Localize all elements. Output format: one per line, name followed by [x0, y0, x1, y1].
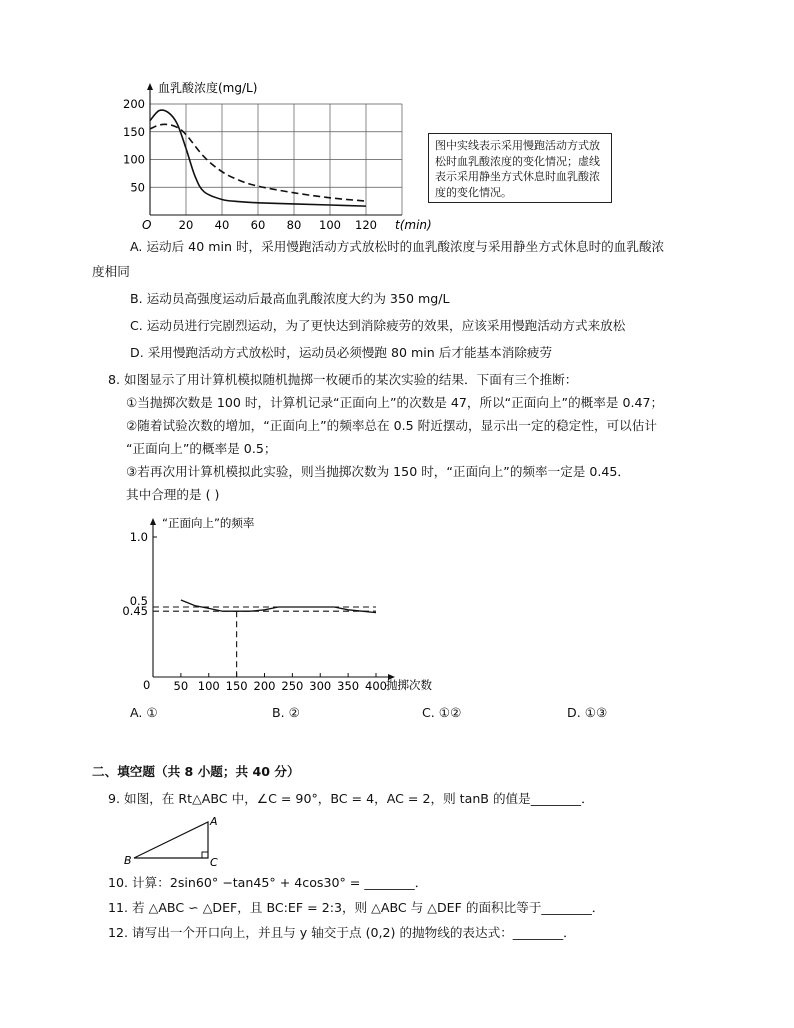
lactate-x-tick-label: 20 [178, 218, 194, 232]
lactate-y-tick-label: 50 [130, 180, 145, 195]
frequency-y-tick-label: 0.45 [122, 604, 148, 619]
lactate-x-tick-label: 120 [355, 218, 377, 232]
q8-option-c: C. ①② [422, 705, 462, 720]
frequency-reference-lines [153, 607, 376, 677]
lactate-x-tick-label: 40 [214, 218, 230, 232]
frequency-x-tick-label: 350 [337, 679, 360, 693]
q8-option-b: B. ② [272, 705, 300, 720]
q8-option-d: D. ①③ [567, 705, 608, 720]
frequency-x-axis-label: 抛掷次数 [386, 678, 432, 692]
lactate-axes [147, 83, 402, 215]
vertex-label-c: C [210, 856, 218, 868]
lactate-chart [0, 0, 794, 240]
lactate-y-axis-label: 血乳酸浓度(mg/L) [158, 81, 258, 95]
triangle-abc [134, 822, 208, 858]
frequency-y-arrow [150, 518, 156, 525]
right-angle-mark [202, 852, 208, 858]
q7-option-c: C. 运动员进行完剧烈运动，为了更快达到消除疲劳的效果，应该采用慢跑活动方式来放松 [130, 318, 626, 333]
q8-statement-2b: “正面向上”的概率是 0.5； [126, 441, 277, 456]
lactate-x-axis-label: t(min) [395, 218, 432, 232]
frequency-x-tick-label: 400 [365, 679, 387, 693]
frequency-y-tick-label: 0.5 [129, 594, 148, 608]
q9-text: 9. 如图，在 Rt△ABC 中，∠C = 90°，BC = 4，AC = 2，则 tanB 的值是________． [108, 791, 594, 806]
lactate-x-tick-label: 60 [250, 218, 266, 232]
right-triangle-figure [120, 812, 230, 868]
frequency-x-tick-label: 300 [309, 679, 332, 693]
frequency-x-tick-label: 50 [173, 679, 189, 693]
q8-stem: 8. 如图显示了用计算机模拟随机抛掷一枚硬币的某次实验的结果．下面有三个推断： [108, 372, 578, 387]
frequency-x-tick-label: 200 [253, 679, 276, 693]
q8-statement-3: ③若再次用计算机模拟此实验，则当抛掷次数为 150 时，“正面向上”的频率一定是 0.45． [126, 464, 631, 479]
q7-option-a-line2: 度相同 [92, 264, 130, 279]
lactate-y-arrow [147, 83, 153, 90]
frequency-y-tick-label: 1.0 [129, 530, 148, 544]
lactate-y-tick-label: 100 [123, 152, 145, 167]
lactate-x-tick-label: 100 [319, 218, 341, 232]
q10-text: 10. 计算：2sin60° −tan45° + 4cos30° = ________． [108, 875, 428, 890]
lactate-x-tick-label: 80 [286, 218, 302, 232]
lactate-grid [150, 104, 402, 215]
q8-statement-1: ①当抛掷次数是 100 时，计算机记录“正面向上”的次数是 47，所以“正面向上”的概率是 0.47； [126, 395, 664, 410]
q7-option-a-line1: A. 运动后 40 min 时，采用慢跑活动方式放松时的血乳酸浓度与采用静坐方式休息时的血乳酸浓 [130, 239, 665, 254]
q8-option-a: A. ① [130, 705, 158, 720]
lactate-tick-labels [123, 97, 377, 232]
coin-frequency-chart [0, 505, 794, 700]
frequency-y-axis-label: “正面向上”的频率 [162, 516, 255, 530]
lactate-legend-note: 图中实线表示采用慢跑活动方式放松时血乳酸浓度的变化情况；虚线表示采用静坐方式休息时血乳酸浓度的变化情况。 [428, 133, 612, 203]
q12-text: 12. 请写出一个开口向上，并且与 y 轴交于点 (0,2) 的抛物线的表达式：________． [108, 925, 576, 940]
frequency-x-tick-label: 100 [197, 679, 220, 693]
frequency-origin-label: 0 [143, 678, 151, 692]
lactate-y-tick-label: 200 [123, 97, 145, 111]
q8-question: 其中合理的是 ( ) [126, 487, 220, 502]
q7-option-d: D. 采用慢跑活动方式放松时，运动员必须慢跑 80 min 后才能基本消除疲劳 [130, 345, 553, 360]
q7-option-b: B. 运动员高强度运动后最高血乳酸浓度大约为 350 mg/L [130, 291, 450, 306]
q8-statement-2a: ②随着试验次数的增加，“正面向上”的频率总在 0.5 附近摆动，显示出一定的稳定性，可以估计 [126, 418, 657, 433]
lactate-y-tick-label: 150 [123, 124, 145, 139]
frequency-axes [150, 518, 395, 680]
frequency-x-tick-label: 250 [281, 679, 304, 693]
frequency-x-tick-label: 150 [225, 679, 248, 693]
q11-text: 11. 若 △ABC ∽ △DEF，且 BC:EF = 2:3，则 △ABC 与 △DEF 的面积比等于________． [108, 900, 605, 915]
vertex-label-b: B [124, 854, 132, 867]
lactate-origin-label: O [142, 218, 152, 232]
section-title-fill-in: 二、填空题（共 8 小题；共 40 分） [92, 764, 300, 779]
vertex-label-a: A [210, 815, 218, 828]
